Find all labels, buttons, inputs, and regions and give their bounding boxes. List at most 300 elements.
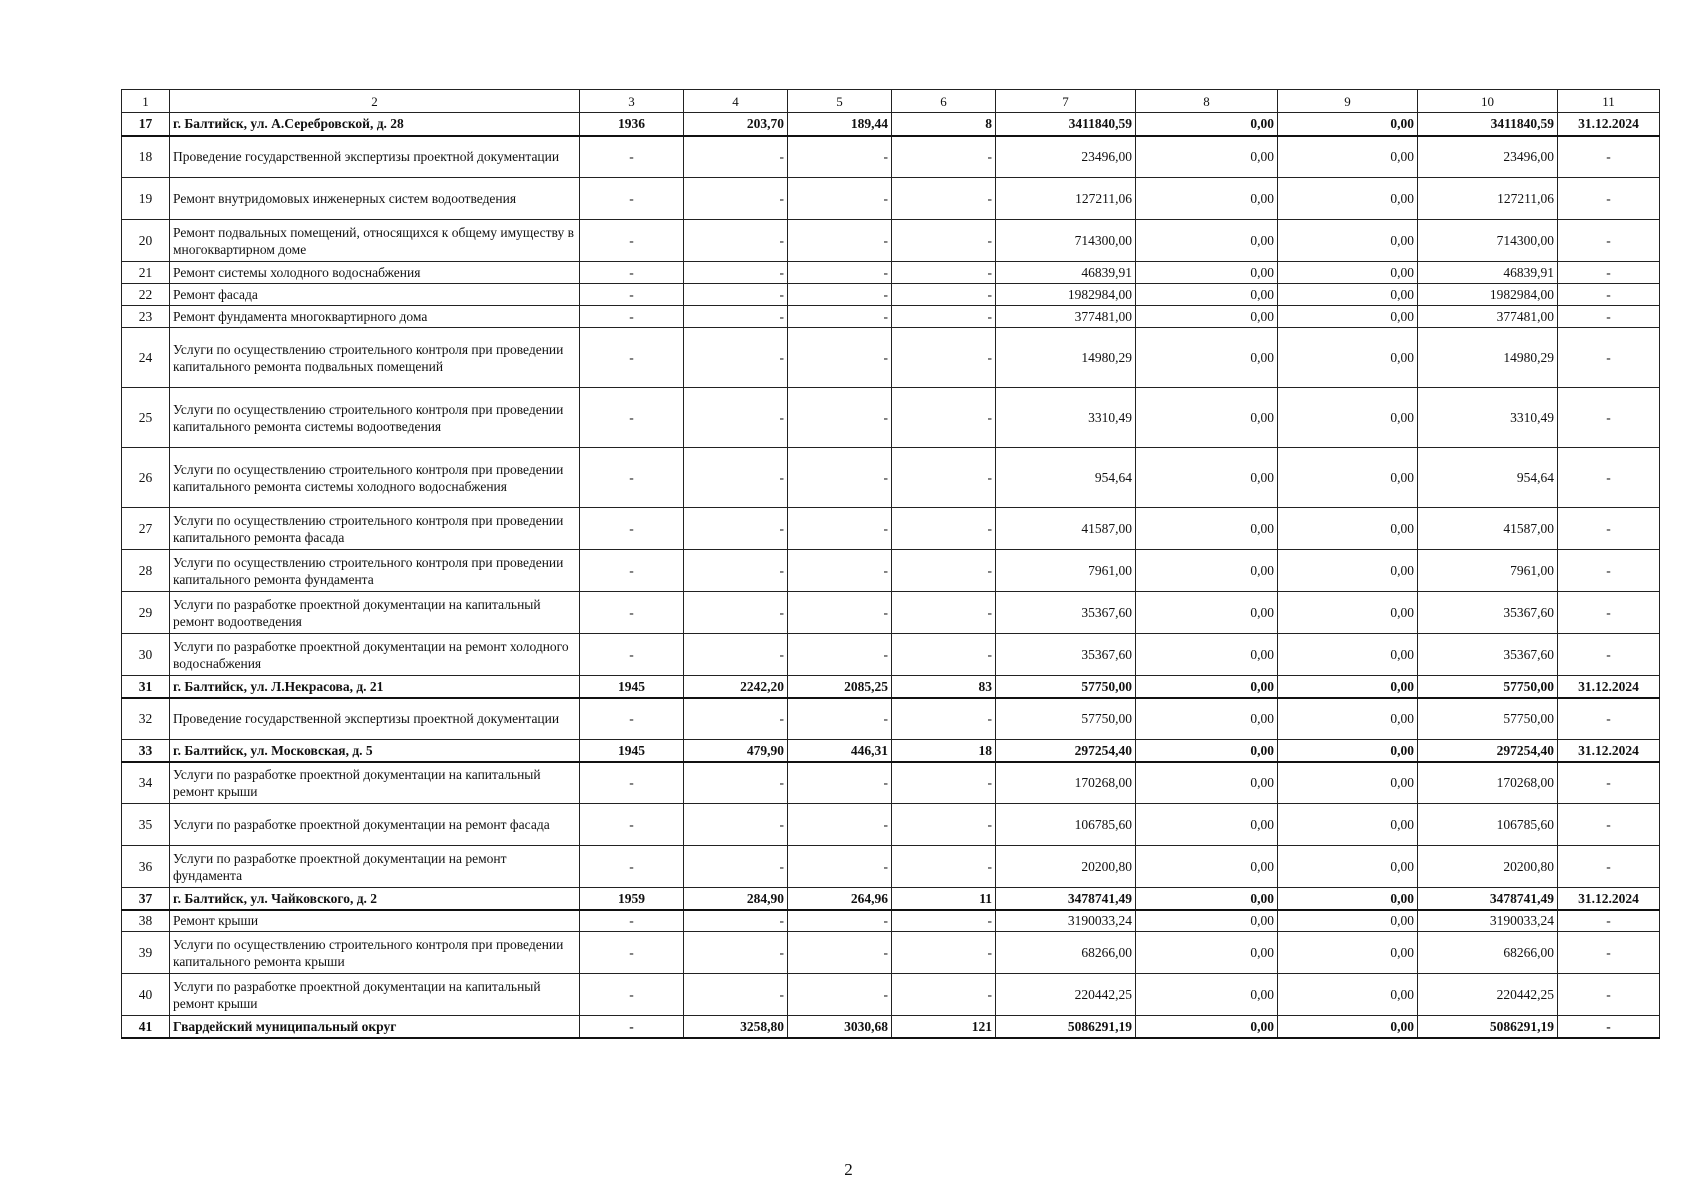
cost-fund-cell: 0,00 — [1136, 136, 1278, 178]
area-total-cell: - — [684, 284, 788, 306]
cost-fund-cell: 0,00 — [1136, 220, 1278, 262]
deadline-cell: - — [1558, 592, 1660, 634]
residents-cell: - — [892, 550, 996, 592]
cost-total-cell: 7961,00 — [996, 550, 1136, 592]
area-living-cell: 189,44 — [788, 113, 892, 136]
work-item-row — [122, 846, 1660, 888]
cost-owners-cell: 3310,49 — [1418, 388, 1558, 448]
row-number: 35 — [122, 804, 170, 846]
cost-total-cell: 170268,00 — [996, 762, 1136, 804]
cost-other-cell: 0,00 — [1278, 1016, 1418, 1038]
row-name: Ремонт фундамента многоквартирного дома — [170, 306, 580, 328]
cost-owners-cell: 57750,00 — [1418, 676, 1558, 698]
year-cell: 1945 — [580, 740, 684, 762]
cost-other-cell: 0,00 — [1278, 888, 1418, 910]
cost-total-cell: 1982984,00 — [996, 284, 1136, 306]
column-header: 8 — [1136, 90, 1278, 113]
cost-owners-cell: 68266,00 — [1418, 932, 1558, 974]
row-number: 20 — [122, 220, 170, 262]
deadline-cell: - — [1558, 698, 1660, 740]
cost-owners-cell: 377481,00 — [1418, 306, 1558, 328]
area-living-cell: - — [788, 634, 892, 676]
area-living-cell: - — [788, 306, 892, 328]
year-cell: - — [580, 220, 684, 262]
row-number: 41 — [122, 1016, 170, 1038]
year-cell: - — [580, 262, 684, 284]
cost-fund-cell: 0,00 — [1136, 804, 1278, 846]
residents-cell: - — [892, 698, 996, 740]
deadline-cell: - — [1558, 220, 1660, 262]
area-living-cell: - — [788, 388, 892, 448]
cost-other-cell: 0,00 — [1278, 762, 1418, 804]
area-total-cell: 479,90 — [684, 740, 788, 762]
area-total-cell: - — [684, 262, 788, 284]
residents-cell: - — [892, 910, 996, 932]
year-cell: - — [580, 804, 684, 846]
cost-total-cell: 23496,00 — [996, 136, 1136, 178]
row-number: 24 — [122, 328, 170, 388]
area-total-cell: - — [684, 592, 788, 634]
cost-owners-cell: 954,64 — [1418, 448, 1558, 508]
area-living-cell: - — [788, 550, 892, 592]
row-name: Услуги по осуществлению строительного контроля при проведении капитального ремонта фундамента — [170, 550, 580, 592]
deadline-cell: - — [1558, 448, 1660, 508]
cost-other-cell: 0,00 — [1278, 676, 1418, 698]
work-item-row — [122, 262, 1660, 284]
cost-total-cell: 5086291,19 — [996, 1016, 1136, 1038]
area-total-cell: 2242,20 — [684, 676, 788, 698]
work-item-row — [122, 508, 1660, 550]
area-living-cell: 3030,68 — [788, 1016, 892, 1038]
work-item-row — [122, 910, 1660, 932]
area-living-cell: - — [788, 328, 892, 388]
cost-owners-cell: 5086291,19 — [1418, 1016, 1558, 1038]
cost-other-cell: 0,00 — [1278, 698, 1418, 740]
deadline-cell: - — [1558, 284, 1660, 306]
area-living-cell: - — [788, 932, 892, 974]
area-total-cell: - — [684, 762, 788, 804]
residents-cell: - — [892, 284, 996, 306]
column-header: 5 — [788, 90, 892, 113]
row-name: Ремонт системы холодного водоснабжения — [170, 262, 580, 284]
deadline-cell: - — [1558, 178, 1660, 220]
deadline-cell: - — [1558, 846, 1660, 888]
area-total-cell: - — [684, 974, 788, 1016]
cost-total-cell: 46839,91 — [996, 262, 1136, 284]
work-item-row — [122, 698, 1660, 740]
area-total-cell: - — [684, 328, 788, 388]
deadline-cell: - — [1558, 306, 1660, 328]
cost-fund-cell: 0,00 — [1136, 448, 1278, 508]
row-name: Услуги по разработке проектной документации на капитальный ремонт водоотведения — [170, 592, 580, 634]
cost-owners-cell: 3411840,59 — [1418, 113, 1558, 136]
area-living-cell: - — [788, 846, 892, 888]
cost-fund-cell: 0,00 — [1136, 888, 1278, 910]
row-number: 18 — [122, 136, 170, 178]
work-item-row — [122, 932, 1660, 974]
deadline-cell: 31.12.2024 — [1558, 888, 1660, 910]
cost-fund-cell: 0,00 — [1136, 676, 1278, 698]
cost-total-cell: 377481,00 — [996, 306, 1136, 328]
area-total-cell: 203,70 — [684, 113, 788, 136]
row-name: г. Балтийск, ул. А.Серебровской, д. 28 — [170, 113, 580, 136]
year-cell: - — [580, 550, 684, 592]
row-number: 40 — [122, 974, 170, 1016]
row-name: Услуги по разработке проектной документации на капитальный ремонт крыши — [170, 974, 580, 1016]
cost-other-cell: 0,00 — [1278, 284, 1418, 306]
year-cell: - — [580, 592, 684, 634]
area-living-cell: - — [788, 448, 892, 508]
deadline-cell: - — [1558, 974, 1660, 1016]
year-cell: - — [580, 1016, 684, 1038]
work-item-row — [122, 306, 1660, 328]
cost-fund-cell: 0,00 — [1136, 262, 1278, 284]
capital-repair-table — [121, 89, 1660, 1039]
year-cell: - — [580, 846, 684, 888]
area-living-cell: - — [788, 762, 892, 804]
row-number: 28 — [122, 550, 170, 592]
cost-total-cell: 714300,00 — [996, 220, 1136, 262]
cost-fund-cell: 0,00 — [1136, 846, 1278, 888]
residents-cell: - — [892, 634, 996, 676]
cost-total-cell: 35367,60 — [996, 592, 1136, 634]
cost-fund-cell: 0,00 — [1136, 508, 1278, 550]
row-name: Услуги по осуществлению строительного контроля при проведении капитального ремонта крыши — [170, 932, 580, 974]
area-living-cell: - — [788, 284, 892, 306]
cost-other-cell: 0,00 — [1278, 508, 1418, 550]
row-number: 26 — [122, 448, 170, 508]
area-living-cell: 2085,25 — [788, 676, 892, 698]
cost-total-cell: 57750,00 — [996, 676, 1136, 698]
cost-other-cell: 0,00 — [1278, 113, 1418, 136]
residents-cell: - — [892, 220, 996, 262]
residents-cell: - — [892, 306, 996, 328]
cost-fund-cell: 0,00 — [1136, 740, 1278, 762]
cost-owners-cell: 35367,60 — [1418, 592, 1558, 634]
residents-cell: - — [892, 388, 996, 448]
cost-fund-cell: 0,00 — [1136, 592, 1278, 634]
cost-total-cell: 3478741,49 — [996, 888, 1136, 910]
cost-fund-cell: 0,00 — [1136, 306, 1278, 328]
cost-other-cell: 0,00 — [1278, 550, 1418, 592]
deadline-cell: - — [1558, 328, 1660, 388]
work-item-row — [122, 550, 1660, 592]
area-total-cell: - — [684, 306, 788, 328]
area-total-cell: - — [684, 932, 788, 974]
cost-owners-cell: 14980,29 — [1418, 328, 1558, 388]
row-name: Услуги по разработке проектной документации на ремонт фасада — [170, 804, 580, 846]
cost-owners-cell: 297254,40 — [1418, 740, 1558, 762]
column-header: 3 — [580, 90, 684, 113]
work-item-row — [122, 220, 1660, 262]
cost-other-cell: 0,00 — [1278, 910, 1418, 932]
residents-cell: - — [892, 448, 996, 508]
year-cell: 1959 — [580, 888, 684, 910]
area-living-cell: 446,31 — [788, 740, 892, 762]
residents-cell: - — [892, 262, 996, 284]
cost-owners-cell: 127211,06 — [1418, 178, 1558, 220]
area-total-cell: - — [684, 634, 788, 676]
row-name: Гвардейский муниципальный округ — [170, 1016, 580, 1038]
cost-fund-cell: 0,00 — [1136, 698, 1278, 740]
residents-cell: - — [892, 974, 996, 1016]
area-living-cell: - — [788, 178, 892, 220]
row-name: Услуги по разработке проектной документации на капитальный ремонт крыши — [170, 762, 580, 804]
cost-fund-cell: 0,00 — [1136, 974, 1278, 1016]
area-living-cell: 264,96 — [788, 888, 892, 910]
cost-total-cell: 41587,00 — [996, 508, 1136, 550]
work-item-row — [122, 634, 1660, 676]
work-item-row — [122, 388, 1660, 448]
cost-other-cell: 0,00 — [1278, 220, 1418, 262]
cost-total-cell: 14980,29 — [996, 328, 1136, 388]
cost-total-cell: 106785,60 — [996, 804, 1136, 846]
row-name: г. Балтийск, ул. Московская, д. 5 — [170, 740, 580, 762]
cost-other-cell: 0,00 — [1278, 136, 1418, 178]
row-number: 37 — [122, 888, 170, 910]
year-cell: 1936 — [580, 113, 684, 136]
row-number: 19 — [122, 178, 170, 220]
cost-total-cell: 3190033,24 — [996, 910, 1136, 932]
year-cell: - — [580, 136, 684, 178]
row-number: 33 — [122, 740, 170, 762]
row-number: 23 — [122, 306, 170, 328]
column-header: 7 — [996, 90, 1136, 113]
residents-cell: - — [892, 592, 996, 634]
deadline-cell: 31.12.2024 — [1558, 740, 1660, 762]
residents-cell: 18 — [892, 740, 996, 762]
year-cell: - — [580, 328, 684, 388]
cost-fund-cell: 0,00 — [1136, 634, 1278, 676]
deadline-cell: - — [1558, 910, 1660, 932]
cost-fund-cell: 0,00 — [1136, 910, 1278, 932]
area-total-cell: - — [684, 846, 788, 888]
area-total-cell: - — [684, 178, 788, 220]
deadline-cell: - — [1558, 136, 1660, 178]
cost-other-cell: 0,00 — [1278, 974, 1418, 1016]
cost-other-cell: 0,00 — [1278, 634, 1418, 676]
row-number: 29 — [122, 592, 170, 634]
cost-owners-cell: 35367,60 — [1418, 634, 1558, 676]
deadline-cell: - — [1558, 508, 1660, 550]
residents-cell: - — [892, 178, 996, 220]
cost-owners-cell: 3478741,49 — [1418, 888, 1558, 910]
row-number: 34 — [122, 762, 170, 804]
column-header: 6 — [892, 90, 996, 113]
cost-owners-cell: 57750,00 — [1418, 698, 1558, 740]
deadline-cell: - — [1558, 634, 1660, 676]
deadline-cell: 31.12.2024 — [1558, 676, 1660, 698]
area-total-cell: - — [684, 550, 788, 592]
area-living-cell: - — [788, 508, 892, 550]
work-item-row — [122, 178, 1660, 220]
row-name: Ремонт фасада — [170, 284, 580, 306]
residents-cell: - — [892, 932, 996, 974]
work-item-row — [122, 284, 1660, 306]
deadline-cell: 31.12.2024 — [1558, 113, 1660, 136]
cost-other-cell: 0,00 — [1278, 932, 1418, 974]
year-cell: - — [580, 634, 684, 676]
deadline-cell: - — [1558, 762, 1660, 804]
area-living-cell: - — [788, 698, 892, 740]
area-total-cell: - — [684, 448, 788, 508]
cost-fund-cell: 0,00 — [1136, 113, 1278, 136]
row-name: Ремонт подвальных помещений, относящихся к общему имуществу в многоквартирном доме — [170, 220, 580, 262]
row-number: 32 — [122, 698, 170, 740]
residents-cell: - — [892, 508, 996, 550]
work-item-row — [122, 592, 1660, 634]
area-living-cell: - — [788, 220, 892, 262]
cost-total-cell: 57750,00 — [996, 698, 1136, 740]
cost-other-cell: 0,00 — [1278, 448, 1418, 508]
cost-other-cell: 0,00 — [1278, 740, 1418, 762]
deadline-cell: - — [1558, 804, 1660, 846]
year-cell: - — [580, 388, 684, 448]
cost-owners-cell: 3190033,24 — [1418, 910, 1558, 932]
cost-fund-cell: 0,00 — [1136, 178, 1278, 220]
area-living-cell: - — [788, 910, 892, 932]
address-summary-row — [122, 740, 1660, 762]
work-item-row — [122, 974, 1660, 1016]
address-summary-row — [122, 1016, 1660, 1038]
row-name: Услуги по разработке проектной документации на ремонт холодного водоснабжения — [170, 634, 580, 676]
cost-total-cell: 3411840,59 — [996, 113, 1136, 136]
work-item-row — [122, 762, 1660, 804]
year-cell: - — [580, 178, 684, 220]
area-living-cell: - — [788, 592, 892, 634]
area-total-cell: - — [684, 910, 788, 932]
column-header: 1 — [122, 90, 170, 113]
area-living-cell: - — [788, 136, 892, 178]
row-number: 36 — [122, 846, 170, 888]
work-item-row — [122, 448, 1660, 508]
area-total-cell: - — [684, 136, 788, 178]
year-cell: - — [580, 762, 684, 804]
cost-owners-cell: 170268,00 — [1418, 762, 1558, 804]
column-header: 10 — [1418, 90, 1558, 113]
column-header: 11 — [1558, 90, 1660, 113]
cost-owners-cell: 46839,91 — [1418, 262, 1558, 284]
residents-cell: - — [892, 846, 996, 888]
row-name: Проведение государственной экспертизы проектной документации — [170, 698, 580, 740]
column-header: 2 — [170, 90, 580, 113]
residents-cell: 121 — [892, 1016, 996, 1038]
cost-other-cell: 0,00 — [1278, 262, 1418, 284]
row-number: 25 — [122, 388, 170, 448]
row-name: Услуги по осуществлению строительного контроля при проведении капитального ремонта подвальных помещений — [170, 328, 580, 388]
cost-other-cell: 0,00 — [1278, 846, 1418, 888]
area-total-cell: - — [684, 804, 788, 846]
area-total-cell: - — [684, 388, 788, 448]
row-number: 21 — [122, 262, 170, 284]
row-number: 31 — [122, 676, 170, 698]
cost-total-cell: 954,64 — [996, 448, 1136, 508]
address-summary-row — [122, 113, 1660, 136]
column-header: 9 — [1278, 90, 1418, 113]
deadline-cell: - — [1558, 550, 1660, 592]
year-cell: - — [580, 284, 684, 306]
work-item-row — [122, 136, 1660, 178]
cost-fund-cell: 0,00 — [1136, 388, 1278, 448]
residents-cell: 83 — [892, 676, 996, 698]
cost-other-cell: 0,00 — [1278, 592, 1418, 634]
cost-fund-cell: 0,00 — [1136, 1016, 1278, 1038]
year-cell: - — [580, 974, 684, 1016]
cost-fund-cell: 0,00 — [1136, 328, 1278, 388]
row-name: г. Балтийск, ул. Чайковского, д. 2 — [170, 888, 580, 910]
row-name: г. Балтийск, ул. Л.Некрасова, д. 21 — [170, 676, 580, 698]
cost-owners-cell: 23496,00 — [1418, 136, 1558, 178]
area-total-cell: - — [684, 508, 788, 550]
row-name: Услуги по осуществлению строительного контроля при проведении капитального ремонта системы холодного водоснабжения — [170, 448, 580, 508]
residents-cell: - — [892, 328, 996, 388]
cost-total-cell: 35367,60 — [996, 634, 1136, 676]
cost-other-cell: 0,00 — [1278, 328, 1418, 388]
cost-owners-cell: 714300,00 — [1418, 220, 1558, 262]
row-number: 30 — [122, 634, 170, 676]
year-cell: - — [580, 448, 684, 508]
cost-total-cell: 3310,49 — [996, 388, 1136, 448]
cost-total-cell: 220442,25 — [996, 974, 1136, 1016]
page-number: 2 — [844, 1160, 853, 1179]
row-name: Услуги по осуществлению строительного контроля при проведении капитального ремонта фасада — [170, 508, 580, 550]
residents-cell: - — [892, 136, 996, 178]
cost-owners-cell: 41587,00 — [1418, 508, 1558, 550]
row-name: Ремонт внутридомовых инженерных систем водоотведения — [170, 178, 580, 220]
residents-cell: - — [892, 804, 996, 846]
cost-total-cell: 68266,00 — [996, 932, 1136, 974]
area-total-cell: 3258,80 — [684, 1016, 788, 1038]
year-cell: - — [580, 910, 684, 932]
year-cell: - — [580, 932, 684, 974]
row-number: 27 — [122, 508, 170, 550]
cost-total-cell: 127211,06 — [996, 178, 1136, 220]
cost-owners-cell: 106785,60 — [1418, 804, 1558, 846]
residents-cell: 11 — [892, 888, 996, 910]
cost-total-cell: 20200,80 — [996, 846, 1136, 888]
row-name: Услуги по осуществлению строительного контроля при проведении капитального ремонта системы водоотведения — [170, 388, 580, 448]
row-name: Ремонт крыши — [170, 910, 580, 932]
residents-cell: 8 — [892, 113, 996, 136]
area-total-cell: - — [684, 220, 788, 262]
year-cell: 1945 — [580, 676, 684, 698]
column-number-header-row — [122, 90, 1660, 113]
cost-total-cell: 297254,40 — [996, 740, 1136, 762]
row-number: 17 — [122, 113, 170, 136]
area-total-cell: 284,90 — [684, 888, 788, 910]
year-cell: - — [580, 508, 684, 550]
cost-other-cell: 0,00 — [1278, 804, 1418, 846]
area-living-cell: - — [788, 262, 892, 284]
area-living-cell: - — [788, 974, 892, 1016]
cost-owners-cell: 20200,80 — [1418, 846, 1558, 888]
cost-fund-cell: 0,00 — [1136, 762, 1278, 804]
address-summary-row — [122, 676, 1660, 698]
cost-owners-cell: 220442,25 — [1418, 974, 1558, 1016]
deadline-cell: - — [1558, 1016, 1660, 1038]
year-cell: - — [580, 698, 684, 740]
year-cell: - — [580, 306, 684, 328]
cost-fund-cell: 0,00 — [1136, 550, 1278, 592]
work-item-row — [122, 328, 1660, 388]
area-living-cell: - — [788, 804, 892, 846]
row-number: 38 — [122, 910, 170, 932]
area-total-cell: - — [684, 698, 788, 740]
cost-owners-cell: 7961,00 — [1418, 550, 1558, 592]
residents-cell: - — [892, 762, 996, 804]
cost-fund-cell: 0,00 — [1136, 932, 1278, 974]
row-name: Услуги по разработке проектной документации на ремонт фундамента — [170, 846, 580, 888]
